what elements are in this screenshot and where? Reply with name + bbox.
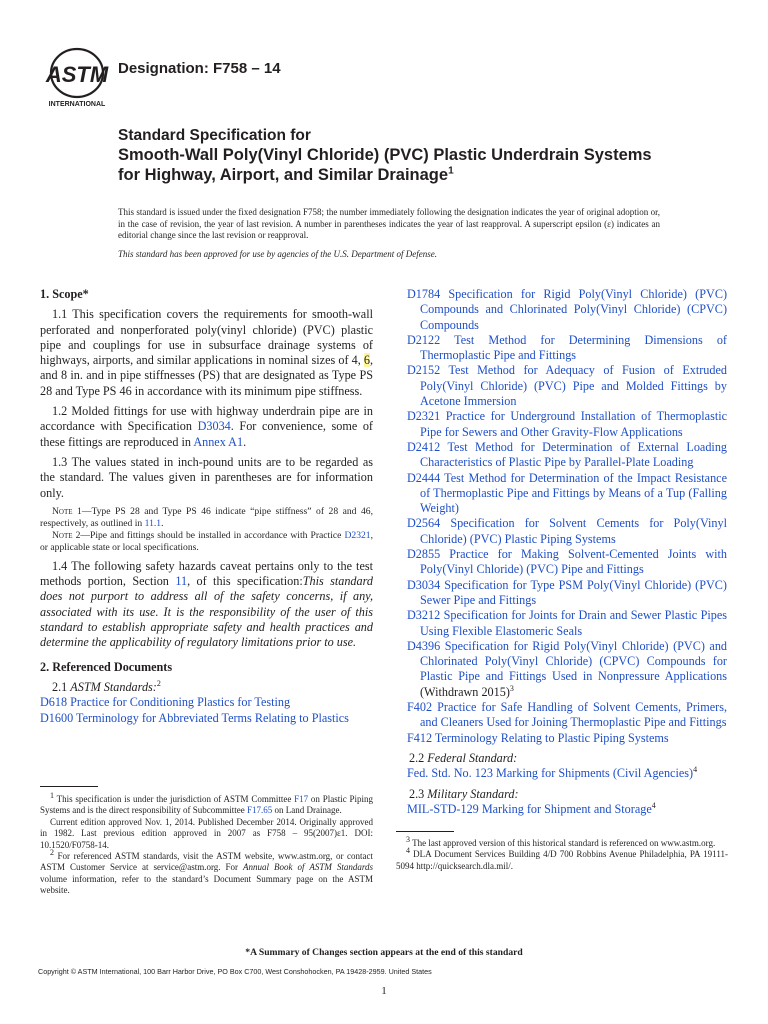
footnote-2 — [40, 848, 374, 897]
footnote-3-text: The last approved version of this historical standard is referenced on www.astm.org. — [410, 838, 716, 848]
military-standard-text: Military Standard: — [427, 786, 519, 801]
ref-item[interactable] — [407, 471, 727, 517]
ref-title[interactable]: Terminology for Abbreviated Terms Relating to Plastics — [76, 710, 349, 725]
ref-item[interactable] — [40, 695, 373, 710]
ref-item[interactable] — [407, 547, 727, 578]
para-1-2-text-b: . For convenience, some of these fittings are reproduced in — [40, 419, 373, 449]
note-2-label: Note — [52, 529, 73, 541]
note-1-text-a: 1—Type PS 28 and Type PS 46 indicate “pipe stiffness” of 28 and 46, respectively, as outlined in — [40, 505, 373, 529]
para-1-4-text-a: 1.4 The following safety hazards caveat pertains only to the test methods portion, Section — [40, 558, 373, 589]
ref-item[interactable] — [40, 711, 373, 726]
note-2-text-a: 2—Pipe and fittings should be installed in accordance with Practice — [72, 529, 345, 541]
ref-title[interactable]: Test Method for Determining Dimensions of Thermoplastic Pipe and Fittings — [420, 332, 727, 363]
section-heading-scope: 1. Scope* — [40, 287, 89, 301]
link-d2321[interactable]: D2321 — [344, 529, 371, 541]
footnote-1-edition: Current edition approved Nov. 1, 2014. Published December 2014. Originally approved in 1982. Last previous edition approved in 2007 as F758 – 95(2007)ε1. DOI: 10.1520/F0758-14. — [40, 816, 373, 850]
note-1-text-b: . — [161, 517, 164, 529]
right-column — [407, 287, 727, 817]
link-d3034[interactable]: D3034 — [197, 419, 231, 434]
astm-standards-sup: 2 — [156, 678, 161, 688]
astm-logo — [44, 46, 110, 108]
logo-text: ASTM — [45, 62, 109, 87]
footnote-4-marker: 4 — [406, 846, 410, 856]
footnote-4 — [396, 846, 728, 872]
note-2 — [40, 530, 373, 554]
ref-code[interactable]: D2444 — [407, 470, 441, 485]
ref-code[interactable]: D618 — [40, 695, 68, 710]
section-heading-refdocs: 2. Referenced Documents — [40, 659, 173, 674]
logo-subtext: INTERNATIONAL — [48, 101, 106, 108]
copyright: Copyright © ASTM International, 100 Barr Harbor Drive, PO Box C700, West Conshohocken, PA 19428-2959. United States — [38, 967, 432, 976]
astm-standards-label — [40, 680, 373, 695]
astm-logo-icon — [44, 46, 110, 108]
ref-code[interactable]: D2122 — [407, 332, 441, 347]
link-section-11[interactable]: 11 — [175, 574, 188, 589]
ref-title[interactable]: Marking for Shipments (Civil Agencies) — [496, 766, 694, 781]
issuance-note: This standard is issued under the fixed designation F758; the number immediately following the designation indicates the year of original adoption or, in the case of revision, the year of last revision. A number in parentheses indicates the year of last reapproval. A superscript epsilon (ε) indicates an editorial change since the last revision or reapproval. — [118, 207, 660, 241]
summary-of-changes-note: *A Summary of Changes section appears at the end of this standard — [245, 947, 523, 958]
title-block — [118, 126, 678, 185]
right-ref-list — [407, 287, 727, 639]
ref-sup: 4 — [651, 800, 656, 810]
designation: Designation: F758 – 14 — [118, 60, 281, 77]
ref-item[interactable] — [407, 409, 727, 440]
ref-item[interactable] — [407, 731, 727, 746]
page-title — [118, 145, 678, 185]
astm-standards-num: 2.1 — [52, 679, 71, 694]
note-2-text-b: , or applicable state or local specifications. — [40, 529, 373, 553]
ref-title[interactable]: Test Method for Determination of the Impact Resistance of Thermoplastic Pipe and Fittings by Means of a Tup (Falling Weight) — [420, 470, 727, 516]
ref-code[interactable]: Fed. Std. No. 123 — [407, 766, 493, 781]
note-1 — [40, 506, 373, 530]
ref-code[interactable]: D3212 — [407, 608, 441, 623]
para-1-1-text-b: , and 8 in. and in pipe stiffnesses (PS) that are designated as Type PS 28 and Type PS 46 in accordance with its minimum pipe stiffness. — [40, 353, 373, 398]
title-footnote-marker: 1 — [448, 165, 454, 177]
footnotes-left — [40, 791, 374, 897]
footnote-2-italic: Annual Book of ASTM Standards — [243, 862, 374, 873]
ref-code[interactable]: MIL-STD-129 — [407, 801, 479, 816]
footnote-3-marker: 3 — [406, 835, 410, 844]
federal-standard-num: 2.2 — [409, 750, 428, 765]
ref-item[interactable] — [407, 333, 727, 364]
ref-item[interactable] — [407, 578, 727, 609]
page-number: 1 — [381, 985, 387, 997]
para-1-4 — [40, 559, 373, 651]
title-text: Smooth-Wall Poly(Vinyl Chloride) (PVC) Plastic Underdrain Systems for Highway, Airport, and Similar Drainage — [118, 146, 652, 184]
ref-title[interactable]: Marking for Shipment and Storage — [481, 801, 652, 816]
ref-title[interactable]: Specification for Solvent Cements for Poly(Vinyl Chloride) (PVC) Plastic Piping Systems — [420, 516, 727, 546]
ref-code[interactable]: F412 — [407, 730, 433, 745]
footnote-rule-right — [396, 831, 454, 832]
safety-caveat: This standard does not purport to address all of the safety concerns, if any, associated with its use. It is the responsibility of the user of this standard to establish appropriate safety and health practices and determine the applicability of regulatory limitations prior to use. — [40, 574, 374, 650]
link-f17-65[interactable]: F17.65 — [246, 805, 273, 816]
para-1-3: 1.3 The values stated in inch-pound units are to be regarded as the standard. The values given in parentheses are for information only. — [40, 454, 373, 500]
title-prefix: Standard Specification for — [118, 127, 311, 144]
note-1-label: Note — [52, 505, 73, 517]
astm-standards-text: ASTM Standards: — [70, 679, 157, 694]
left-column — [40, 287, 373, 726]
ref-title[interactable]: Practice for Conditioning Plastics for Testing — [70, 695, 291, 710]
link-f17[interactable]: F17 — [294, 794, 309, 804]
ref-title[interactable]: Practice for Safe Handling of Solvent Cements, Primers, and Cleaners Used for Joining Thermoplastic Pipe and Fittings — [420, 700, 728, 730]
footnote-rule-left — [40, 786, 98, 787]
footnote-1 — [40, 791, 373, 817]
para-1-2-text-a: 1.2 Molded fittings for use with highway underdrain pipe are in accordance with Specification — [40, 404, 373, 434]
footnote-2-marker: 2 — [50, 848, 54, 858]
ref-code[interactable]: D3034 — [407, 577, 441, 592]
footnote-3 — [396, 835, 728, 849]
para-1-1-text-a: 1.1 This specification covers the requirements for smooth-wall perforated and nonperforated poly(vinyl chloride) (PVC) plastic pipe and couplings for use in subsurface drainage systems of highways, airports, and similar applications in nominal sizes of 4, — [40, 307, 373, 368]
ref-title[interactable]: Test Method for Adequacy of Fusion of Extruded Poly(Vinyl Chloride) (PVC) Pipe and Molded Fittings by Acetone Immersion — [420, 363, 727, 409]
para-1-2 — [40, 404, 373, 450]
ref-code[interactable]: D4396 — [407, 638, 441, 653]
ref-item[interactable] — [407, 766, 727, 781]
ref-item[interactable] — [407, 700, 727, 731]
ref-code[interactable]: D1784 — [407, 287, 441, 301]
footnote-1-text-c: on Land Drainage. — [272, 805, 342, 816]
ref-title[interactable]: Specification for Rigid Poly(Vinyl Chloride) (PVC) and Chlorinated Poly(Vinyl Chloride) (CPVC) Compounds for Plastic Pipe and Fittings Used in Nonpressure Applications — [420, 638, 728, 684]
ref-item[interactable] — [407, 363, 727, 409]
withdrawn-note: (Withdrawn 2015) — [420, 684, 510, 699]
para-1-1 — [40, 307, 373, 399]
ref-code[interactable]: D2564 — [407, 516, 441, 531]
military-standard-label — [407, 787, 727, 802]
withdrawn-sup: 3 — [509, 683, 514, 693]
ref-item[interactable] — [407, 440, 727, 471]
footnote-2-text-b: volume information, refer to the standard’s Document Summary page on the ASTM website. — [40, 873, 373, 896]
footnote-4-text: DLA Document Services Building 4/D 700 Robbins Avenue Philadelphia, PA 19111-5094 http://quicksearch.dla.mil/. — [396, 849, 728, 871]
footnote-2-text-a: For referenced ASTM standards, visit the ASTM website, www.astm.org, or contact ASTM Customer Service at service@astm.org. For — [40, 851, 373, 873]
federal-standard-label — [407, 751, 727, 766]
footnotes-right — [396, 835, 728, 872]
ref-item[interactable] — [407, 608, 727, 639]
footnote-1-marker: 1 — [50, 791, 54, 800]
ref-code[interactable]: F402 — [407, 700, 433, 715]
ref-title[interactable]: Specification for Rigid Poly(Vinyl Chloride) (PVC) Compounds and Chlorinated Poly(Vinyl Chloride) (CPVC) Compounds — [420, 287, 728, 332]
ref-title[interactable]: Terminology Relating to Plastic Piping Systems — [434, 730, 669, 745]
ref-code[interactable]: D1600 — [40, 710, 74, 725]
ref-code[interactable]: D2152 — [407, 363, 441, 378]
federal-standard-text: Federal Standard: — [427, 750, 518, 765]
ref-code[interactable]: D2412 — [407, 439, 441, 454]
ref-sup: 4 — [693, 765, 698, 775]
footnote-1-text-a: This specification is under the jurisdiction of ASTM Committee — [54, 794, 295, 804]
highlighted-size: 6 — [363, 353, 370, 368]
ref-code[interactable]: D2855 — [407, 547, 441, 562]
ref-item[interactable] — [407, 639, 727, 700]
military-standard-num: 2.3 — [409, 786, 428, 801]
ref-item[interactable] — [407, 287, 727, 333]
link-11-1[interactable]: 11.1 — [144, 517, 162, 529]
ref-title[interactable]: Test Method for Determination of External Loading Characteristics of Plastic Pipe by Parallel-Plate Loading — [420, 439, 728, 470]
ref-item[interactable] — [407, 802, 727, 817]
ref-title[interactable]: Specification for Joints for Drain and Sewer Plastic Pipes Using Flexible Elastomeric Seals — [420, 608, 727, 638]
ref-title[interactable]: Practice for Making Solvent-Cemented Joints with Poly(Vinyl Chloride) (PVC) Pipe and Fittings — [420, 547, 727, 577]
dod-approval-note: This standard has been approved for use by agencies of the U.S. Department of Defense. — [118, 249, 438, 259]
ref-item[interactable] — [407, 516, 727, 547]
ref-title[interactable]: Specification for Type PSM Poly(Vinyl Chloride) (PVC) Sewer Pipe and Fittings — [420, 577, 727, 607]
footnote-1-text-b: on Plastic Piping Systems and is the direct responsibility of Subcommittee — [40, 794, 373, 816]
para-1-4-text-b: , of this specification: — [187, 574, 303, 589]
link-annex-a1[interactable]: Annex A1 — [193, 434, 244, 449]
ref-title[interactable]: Practice for Underground Installation of Thermoplastic Pipe for Sewers and Other Gravity-Flow Applications — [420, 409, 727, 439]
para-1-2-text-c: . — [243, 434, 247, 449]
ref-code[interactable]: D2321 — [407, 409, 441, 424]
